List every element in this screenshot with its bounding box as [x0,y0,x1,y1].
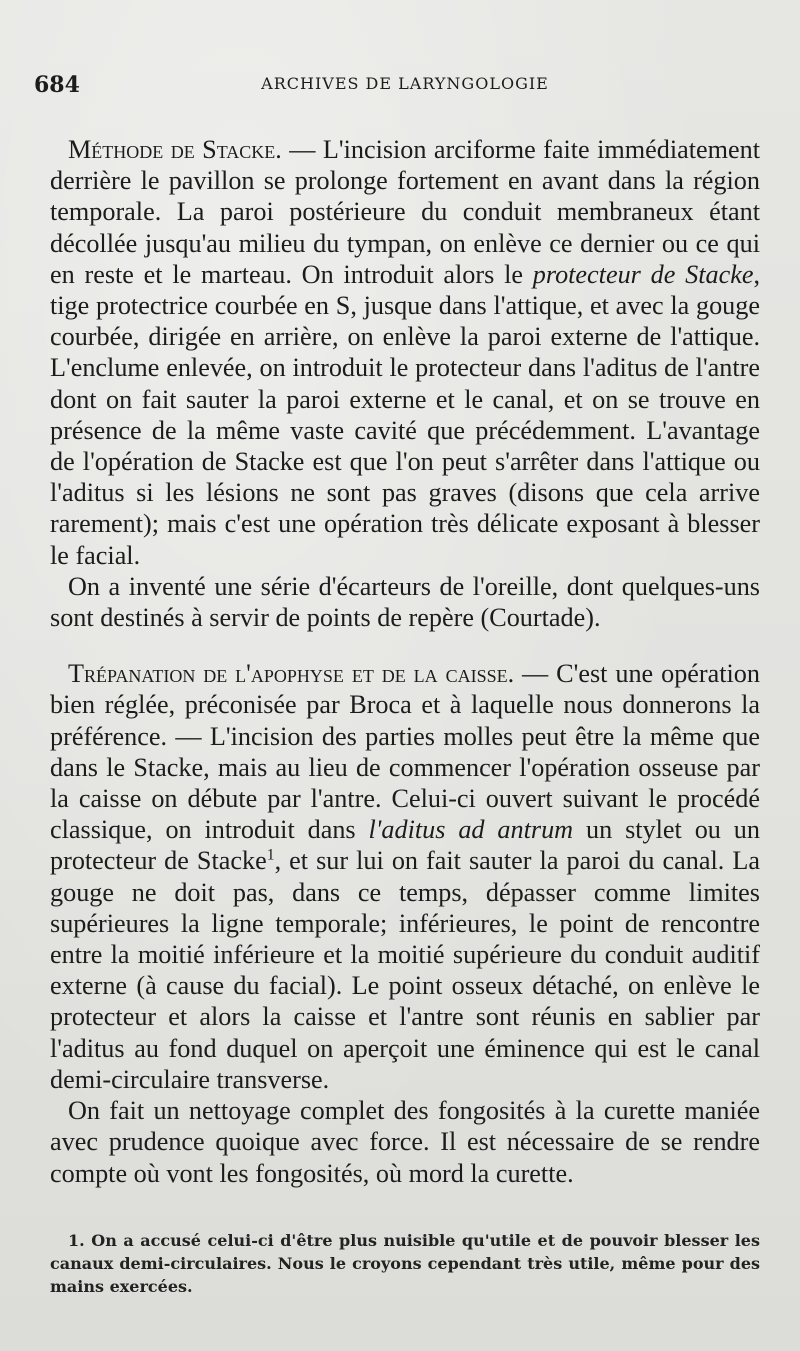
paragraph-trepanation [50,658,760,1095]
lead-dash: — [281,135,323,164]
body-text [50,134,760,1189]
section-lead-trepanation: Trépanation de l'apophyse et de la caisse. [68,659,515,689]
page-header [34,66,760,98]
paragraph-nettoyage: On fait un nettoyage complet des fongosités à la curette maniée avec prudence quoique avec force. Il est nécessaire de se rendre compte où vont les fongosités, où mord la curette. [50,1096,760,1188]
paragraph-stacke-method [50,134,760,571]
footnote [50,1229,760,1298]
paragraph-ecarteurs: On a inventé une série d'écarteurs de l'oreille, dont quelques-uns sont destinés à servir de points de repère (Courtade). [50,571,760,633]
paragraph-text: C'est une opération bien réglée, préconisée par Broca et à laquelle nous donnerons la préférence. — L'incision des parties molles peut être la même que dans le Stacke, mais au lieu de commencer l'opération osseuse par la caisse on débute par l'antre. Celui-ci ouvert suivant le procédé classique, on introduit dans [50,659,760,845]
running-head: ARCHIVES DE LARYNGOLOGIE [261,74,549,93]
paragraph-text: un stylet ou un protecteur de Stacke [50,815,760,876]
lead-dash: — [514,659,557,689]
footnote-text: On a accusé celui-ci d'être plus nuisible qu'utile et de pouvoir blesser les canaux demi-circulaires. Nous le croyons cependant très utile, même pour des mains exercées. [50,1230,760,1296]
emphasized-term: l'aditus ad antrum [368,815,574,845]
paragraph-text: L'incision arciforme faite immédiatement derrière le pavillon se prolonge fortement en avant dans la région temporale. La paroi postérieure du conduit membraneux étant décollée jusqu'au milieu du tympan, on enlève ce dernier ou ce qui en reste et le marteau. On introduit alors le [50,135,760,289]
footnote-number: 1. [68,1230,85,1250]
paragraph-text: , et sur lui on fait sauter la paroi du canal. La gouge ne doit pas, dans ce temps, dépasser comme limites supérieures la ligne temporale; inférieures, le point de rencontre entre la moitié inférieure et la moitié supérieure du conduit auditif externe (à cause du facial). Le point osseux détaché, on enlève le protecteur et alors la caisse et l'antre sont réunis en sablier par l'aditus au fond duquel on aperçoit une éminence qui est le canal demi-circulaire transverse. [50,846,760,1094]
paragraph-text: , tige protectrice courbée en S, jusque dans l'attique, et avec la gouge courbée, dirigée en arrière, on enlève la paroi externe de l'attique. L'enclume enlevée, on introduit le protecteur dans l'aditus de l'antre dont on fait sauter la paroi externe et le canal, et on se trouve en présence de la même vaste cavité que précédemment. L'avantage de l'opération de Stacke est que l'on peut s'arrêter dans l'attique ou l'aditus si les lésions ne sont pas graves (disons que cela arrive rarement); mais c'est une opération très délicate exposant à blesser le facial. [50,259,760,570]
page-number: 684 [34,72,80,98]
section-lead-stacke: Méthode de Stacke. [68,135,282,164]
emphasized-term: protecteur de Stacke [532,259,754,289]
footnote-reference: 1 [266,846,275,864]
